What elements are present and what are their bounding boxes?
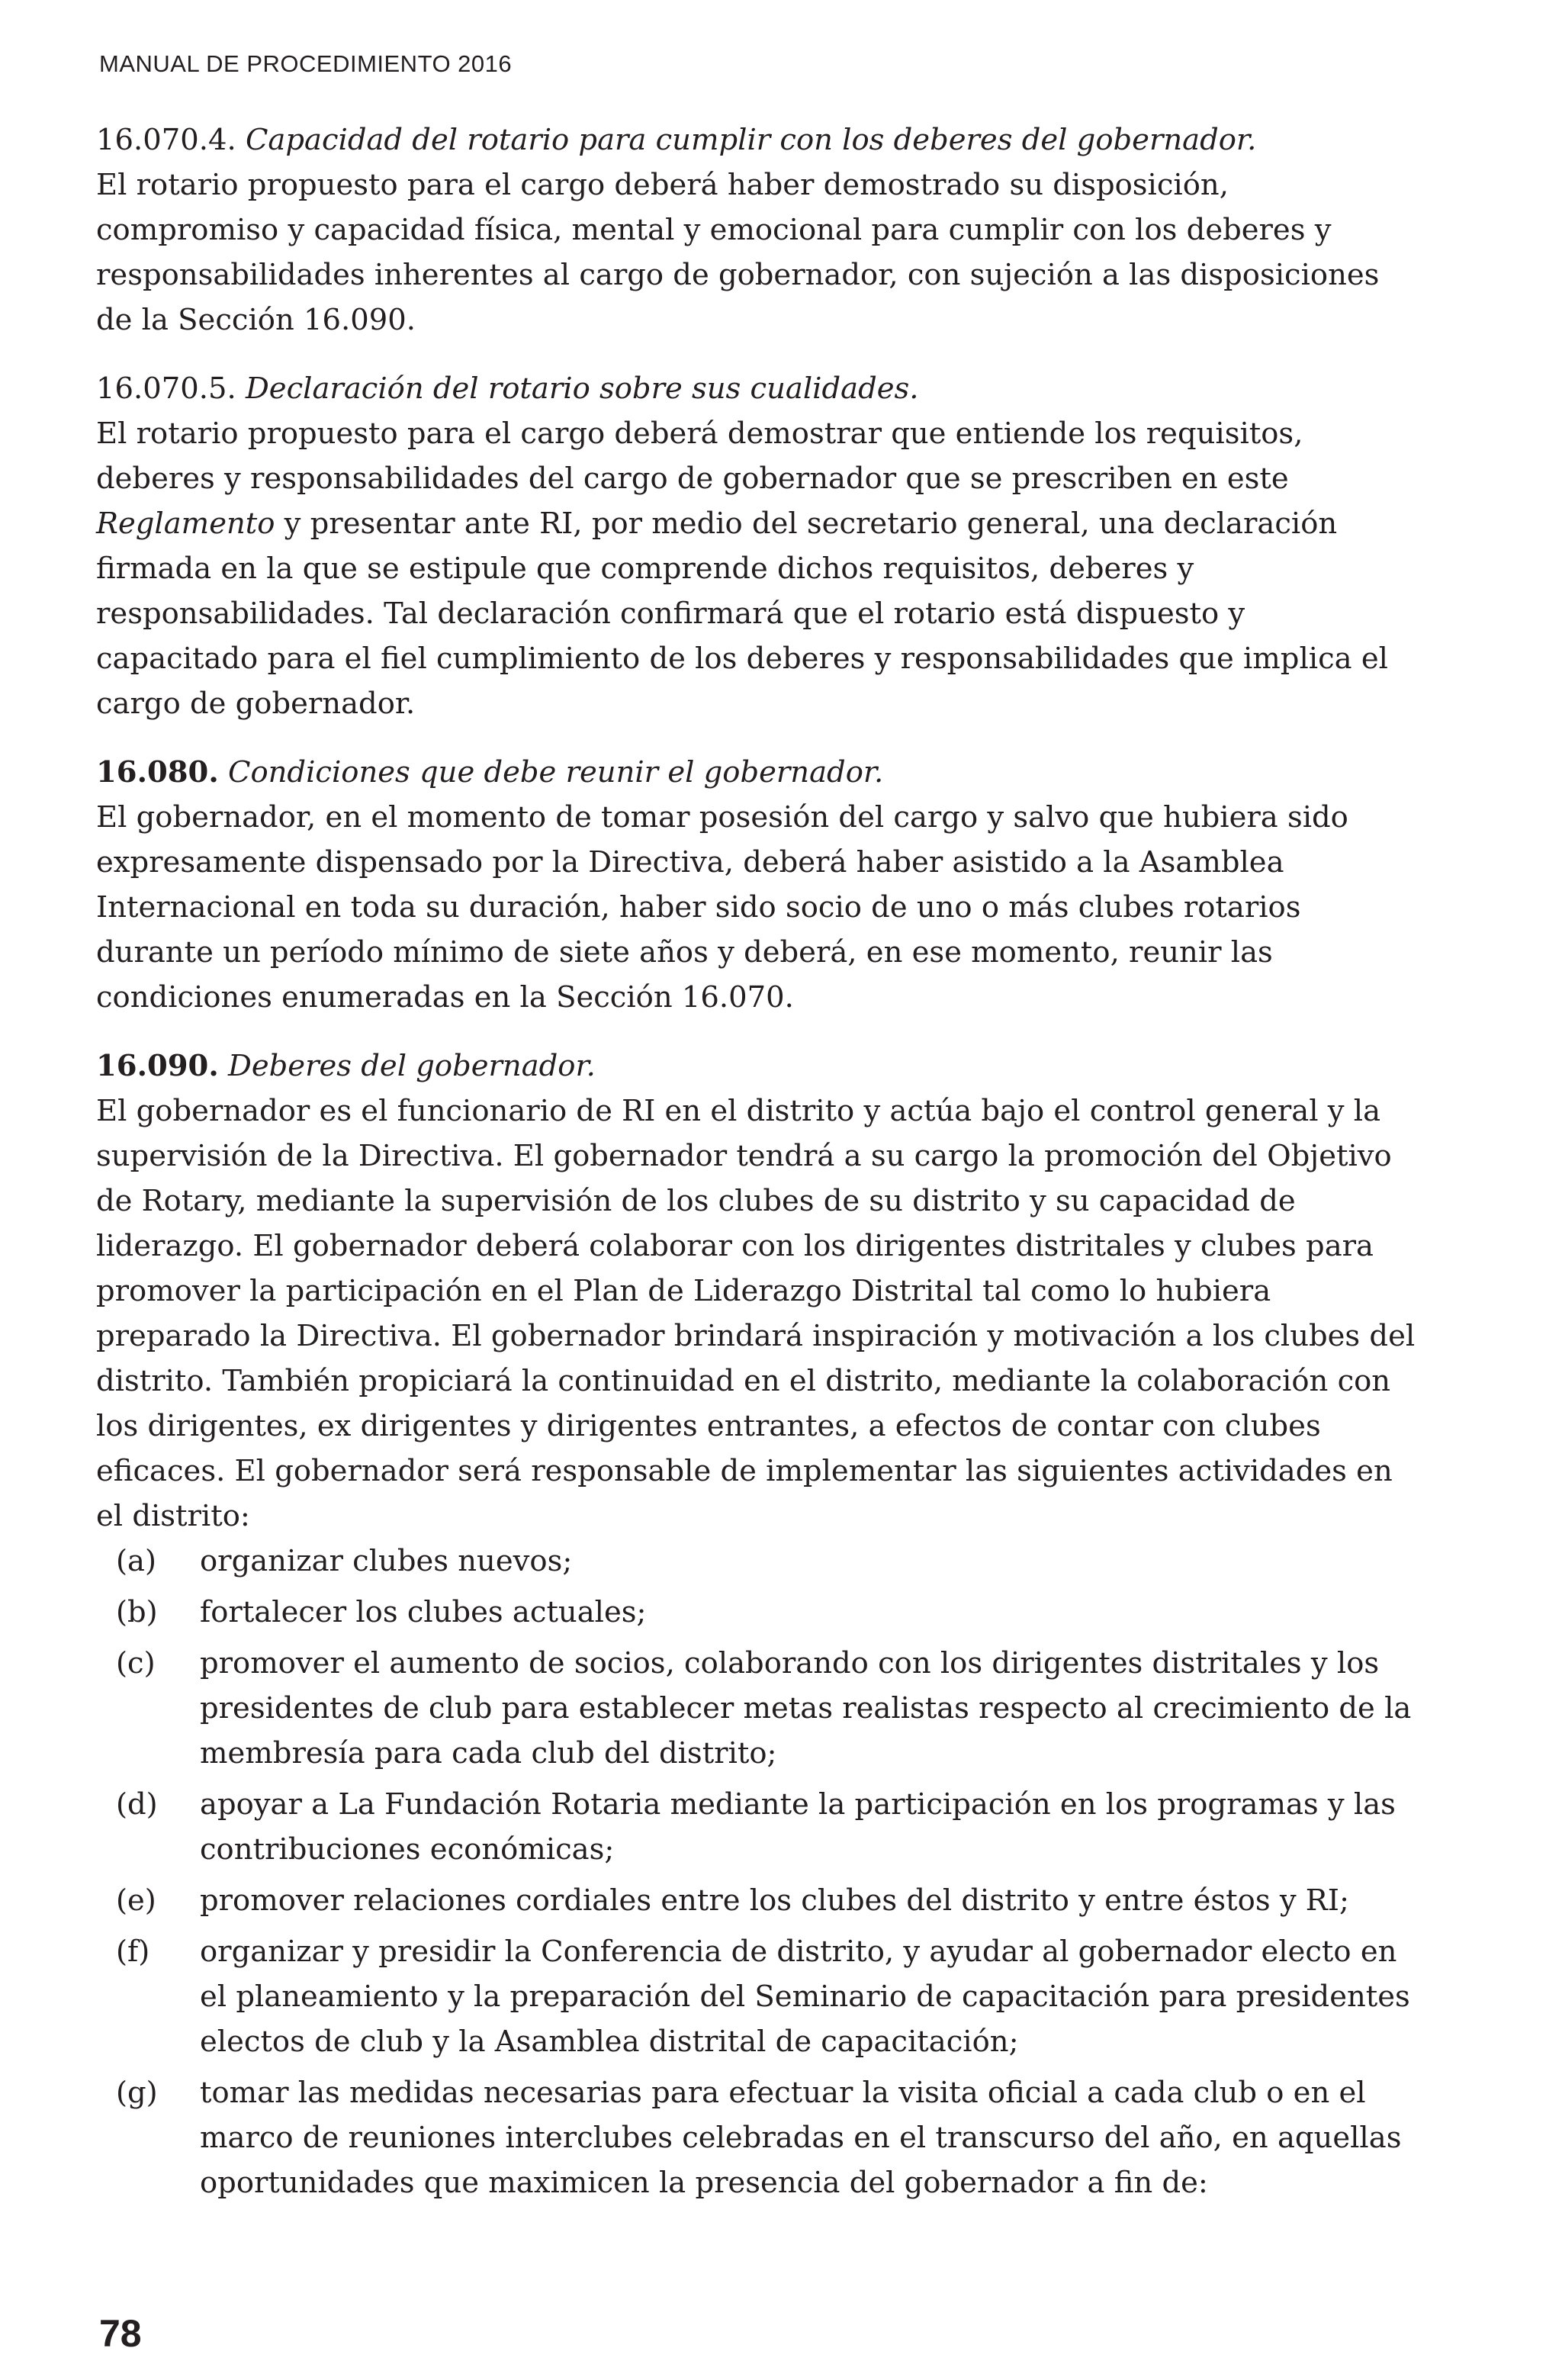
section-body: El gobernador, en el momento de tomar posesión del cargo y salvo que hubiera sido expresamente dispensado por la Directiva, deberá haber asistido a la Asamblea Internacional en toda su duración, haber sido socio de uno o más clubes rotarios durante un período mínimo de siete años y deberá, en ese momento, reunir las condiciones enumeradas en la Sección 16.070.	[96, 800, 1348, 1015]
section-heading	[96, 1044, 1416, 1089]
section-body-part2: y presentar ante RI, por medio del secretario general, una declaración firmada en la que se estipule que comprende dichos requisitos, deberes y responsabilidades. Tal declaración confirmará que el rotario está dispuesto y capacitado para el fiel cumplimiento de los deberes y responsabilidades que implica el cargo de gobernador.	[96, 507, 1388, 721]
list-item	[96, 1782, 1416, 1872]
section-title: Declaración del rotario sobre sus cualidades.	[245, 371, 919, 406]
list-item-label: (b)	[116, 1595, 158, 1629]
reglamento-italic: Reglamento	[96, 507, 275, 541]
section-16-090	[96, 1044, 1416, 2205]
list-item-text: apoyar a La Fundación Rotaria mediante la participación en los programas y las contribuciones económicas;	[200, 1787, 1396, 1867]
duties-list	[96, 1539, 1416, 2205]
section-heading	[96, 750, 1416, 795]
page-number: 78	[99, 2312, 142, 2355]
list-item-label: (d)	[116, 1787, 158, 1822]
section-title: Condiciones que debe reunir el gobernador.	[228, 755, 884, 790]
section-16-080	[96, 750, 1416, 1020]
section-number: 16.090.	[96, 1049, 219, 1083]
list-item-label: (a)	[116, 1544, 156, 1578]
list-item-text: promover el aumento de socios, colaborando con los dirigentes distritales y los presidentes de club para establecer metas realistas respecto al crecimiento de la membresía para cada club del distrito;	[200, 1646, 1412, 1771]
section-16-070-5	[96, 366, 1416, 726]
section-heading	[96, 366, 1416, 411]
list-item	[96, 1929, 1416, 2064]
list-item-label: (f)	[116, 1935, 150, 1969]
document-body	[96, 117, 1416, 2229]
running-header: MANUAL DE PROCEDIMIENTO 2016	[99, 50, 513, 77]
section-16-070-4	[96, 117, 1416, 343]
section-body: El rotario propuesto para el cargo deberá haber demostrado su disposición, compromiso y capacidad física, mental y emocional para cumplir con los deberes y responsabilidades inherentes al cargo de gobernador, con sujeción a las disposiciones de la Sección 16.090.	[96, 168, 1380, 337]
list-item-label: (c)	[116, 1646, 156, 1680]
list-item-label: (e)	[116, 1883, 156, 1918]
list-item	[96, 1590, 1416, 1635]
list-item	[96, 1641, 1416, 1776]
section-number: 16.070.4.	[96, 123, 236, 157]
section-body	[96, 411, 1416, 726]
section-body-part1: El rotario propuesto para el cargo deberá demostrar que entiende los requisitos, deberes y responsabilidades del cargo de gobernador que se prescriben en este	[96, 416, 1303, 496]
list-item-text: tomar las medidas necesarias para efectuar la visita oficial a cada club o en el marco de reuniones interclubes celebradas en el transcurso del año, en aquellas oportunidades que maximicen la presencia del gobernador a fin de:	[200, 2076, 1402, 2200]
section-body: El gobernador es el funcionario de RI en el distrito y actúa bajo el control general y la supervisión de la Directiva. El gobernador tendrá a su cargo la promoción del Objetivo de Rotary, mediante la supervisión de los clubes de su distrito y su capacidad de liderazgo. El gobernador deberá colaborar con los dirigentes distritales y clubes para promover la participación en el Plan de Liderazgo Distrital tal como lo hubiera preparado la Directiva. El gobernador brindará inspiración y motivación a los clubes del distrito. También propiciará la continuidad en el distrito, mediante la colaboración con los dirigentes, ex dirigentes y dirigentes entrantes, a efectos de contar con clubes eficaces. El gobernador será responsable de implementar las siguientes actividades en el distrito:	[96, 1094, 1416, 1533]
list-item-text: organizar y presidir la Conferencia de distrito, y ayudar al gobernador electo en el planeamiento y la preparación del Seminario de capacitación para presidentes electos de club y la Asamblea distrital de capacitación;	[200, 1935, 1410, 2059]
list-item-text: organizar clubes nuevos;	[200, 1544, 573, 1578]
list-item	[96, 1878, 1416, 1923]
section-number: 16.080.	[96, 755, 219, 790]
list-item	[96, 2070, 1416, 2205]
section-title: Capacidad del rotario para cumplir con los deberes del gobernador.	[245, 123, 1257, 157]
section-number: 16.070.5.	[96, 371, 236, 406]
section-title: Deberes del gobernador.	[228, 1049, 596, 1083]
list-item	[96, 1539, 1416, 1584]
list-item-label: (g)	[116, 2076, 158, 2110]
list-item-text: promover relaciones cordiales entre los clubes del distrito y entre éstos y RI;	[200, 1883, 1349, 1918]
list-item-text: fortalecer los clubes actuales;	[200, 1595, 647, 1629]
section-heading	[96, 117, 1416, 162]
